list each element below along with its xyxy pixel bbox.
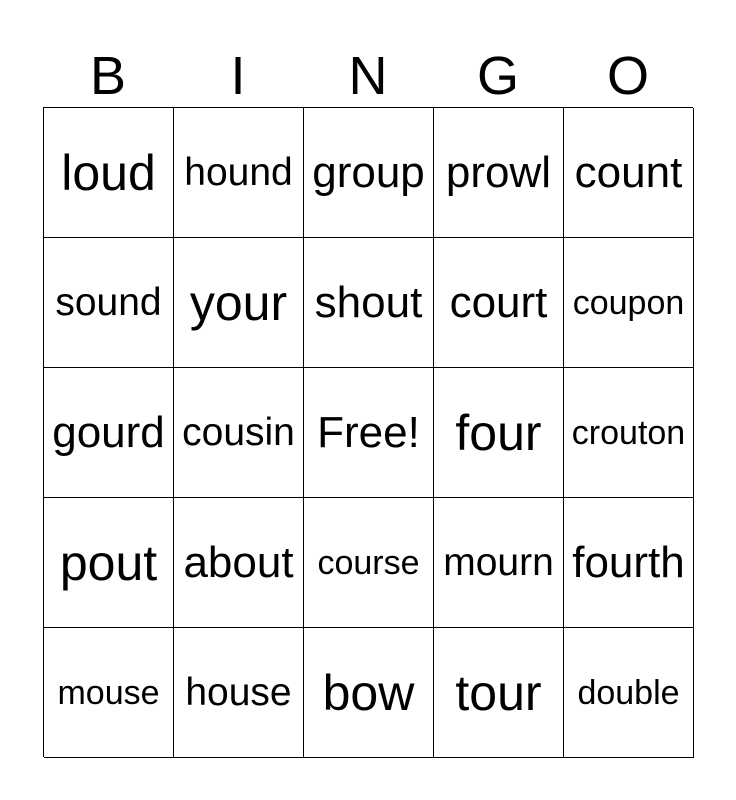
bingo-cell[interactable]: four (434, 368, 564, 498)
header-letter-n: N (348, 46, 388, 106)
bingo-cell[interactable]: mourn (434, 498, 564, 628)
bingo-cell[interactable]: hound (174, 108, 304, 238)
header-letter-o: O (606, 46, 649, 106)
bingo-cell[interactable]: loud (44, 108, 174, 238)
bingo-cell[interactable]: mouse (44, 628, 174, 758)
bingo-cell[interactable]: sound (44, 238, 174, 368)
bingo-cell[interactable]: cousin (174, 368, 304, 498)
bingo-cell[interactable]: group (304, 108, 434, 238)
free-space-cell[interactable]: Free! (304, 368, 434, 498)
bingo-cell[interactable]: coupon (564, 238, 694, 368)
bingo-cell[interactable]: tour (434, 628, 564, 758)
bingo-cell[interactable]: shout (304, 238, 434, 368)
bingo-cell[interactable]: court (434, 238, 564, 368)
bingo-cell[interactable]: fourth (564, 498, 694, 628)
bingo-cell[interactable]: course (304, 498, 434, 628)
bingo-header (43, 44, 693, 108)
header-letter-g: G (476, 46, 519, 106)
bingo-cell[interactable]: count (564, 108, 694, 238)
header-letter-b: B (89, 46, 127, 106)
bingo-cell[interactable]: bow (304, 628, 434, 758)
bingo-board (43, 107, 693, 757)
header-letter-i: I (230, 46, 246, 106)
bingo-cell[interactable]: crouton (564, 368, 694, 498)
bingo-cell[interactable]: double (564, 628, 694, 758)
bingo-cell[interactable]: gourd (44, 368, 174, 498)
bingo-cell[interactable]: prowl (434, 108, 564, 238)
bingo-cell[interactable]: your (174, 238, 304, 368)
bingo-cell[interactable]: pout (44, 498, 174, 628)
bingo-cell[interactable]: about (174, 498, 304, 628)
bingo-cell[interactable]: house (174, 628, 304, 758)
